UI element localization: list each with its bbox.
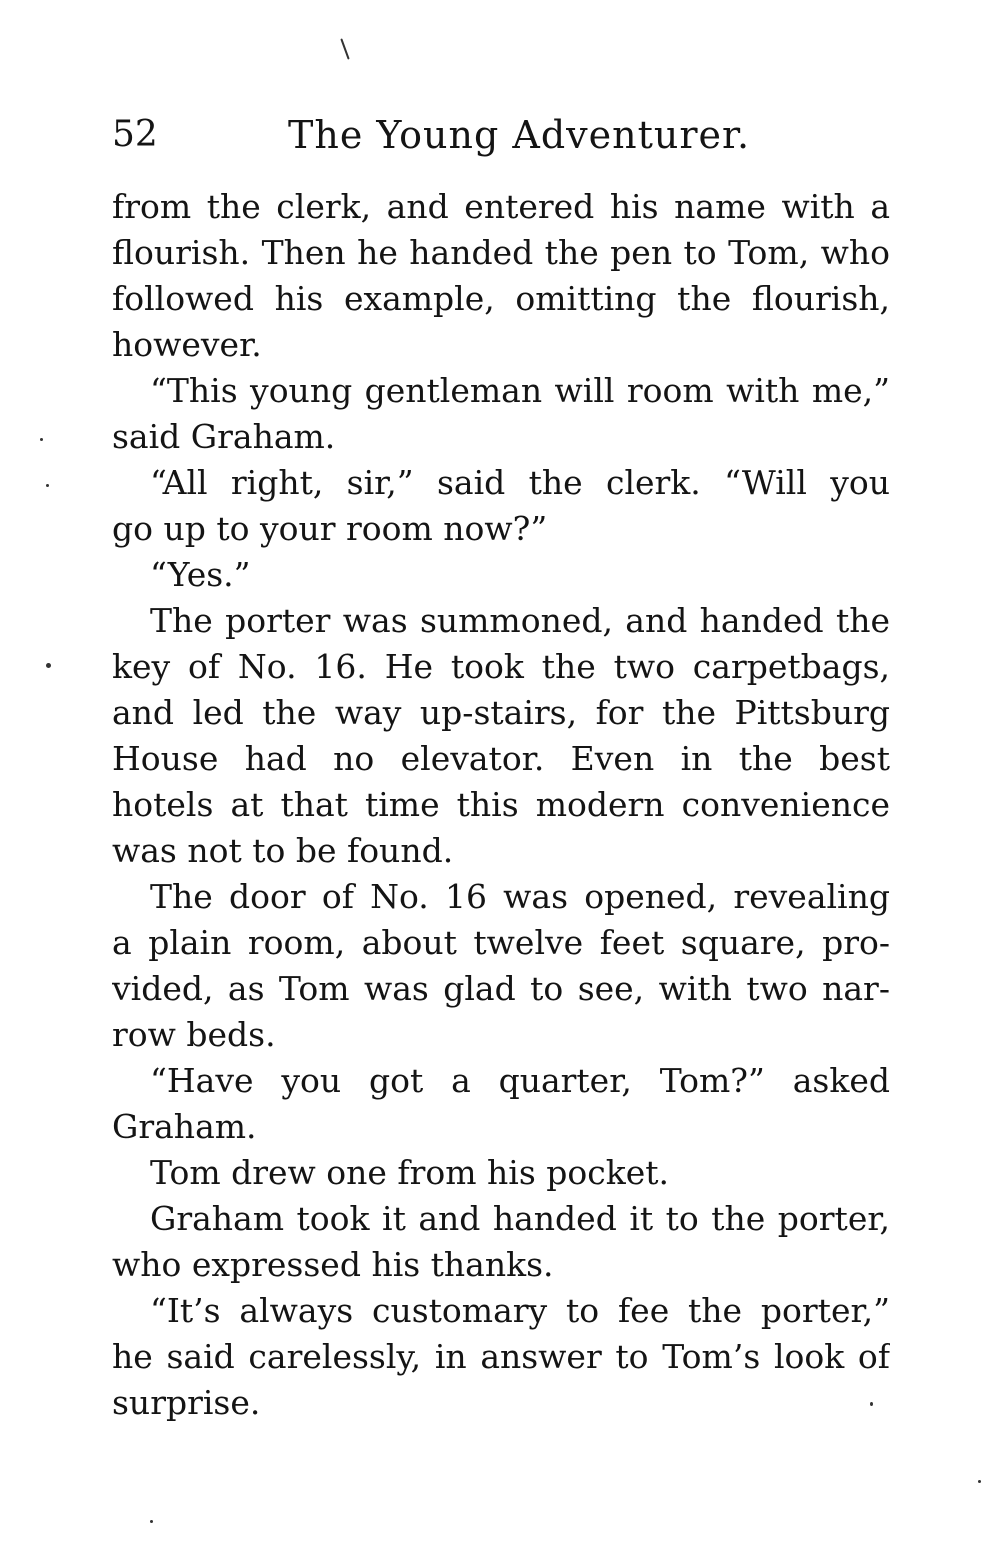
text-line: was not to be found. xyxy=(112,831,454,870)
text-line: “Have you got a quarter, Tom?” asked xyxy=(150,1061,890,1100)
text-line: House had no elevator. Even in the best xyxy=(112,739,890,778)
scan-speck xyxy=(46,663,51,668)
text-line: vided, as Tom was glad to see, with two nar- xyxy=(112,969,890,1008)
body-text xyxy=(112,184,890,1426)
scan-speck xyxy=(340,38,349,59)
running-title: The Young Adventurer. xyxy=(288,113,751,157)
text-line: however. xyxy=(112,325,262,364)
scan-speck xyxy=(978,1480,981,1483)
scan-speck xyxy=(150,1520,153,1523)
page-number: 52 xyxy=(112,114,158,155)
scan-speck xyxy=(46,484,49,487)
scan-speck xyxy=(40,438,43,441)
text-line: Tom drew one from his pocket. xyxy=(150,1153,670,1192)
text-line: followed his example, omitting the flourish, xyxy=(112,279,890,318)
text-line: “Yes.” xyxy=(150,555,251,594)
text-line: go up to your room now?” xyxy=(112,509,548,548)
text-line: who expressed his thanks. xyxy=(112,1245,554,1284)
text-line: key of No. 16. He took the two carpetbags, xyxy=(112,647,890,686)
text-line: “All right, sir,” said the clerk. “Will you xyxy=(150,463,890,502)
text-line: said Graham. xyxy=(112,417,336,456)
text-line: “It’s always customary to fee the porter,” xyxy=(150,1291,890,1330)
text-line: flourish. Then he handed the pen to Tom, who xyxy=(112,233,890,272)
text-line: “This young gentleman will room with me,” xyxy=(150,371,890,410)
text-line: from the clerk, and entered his name with a xyxy=(112,187,890,226)
text-line: The porter was summoned, and handed the xyxy=(150,601,890,640)
text-line: The door of No. 16 was opened, revealing xyxy=(150,877,890,916)
text-line: Graham. xyxy=(112,1107,257,1146)
text-line: hotels at that time this modern convenience xyxy=(112,785,890,824)
text-line: row beds. xyxy=(112,1015,276,1054)
scan-speck xyxy=(870,1402,873,1406)
text-line: a plain room, about twelve feet square, pro- xyxy=(112,923,890,962)
page-header xyxy=(112,110,892,160)
text-line: Graham took it and handed it to the porter, xyxy=(150,1199,890,1238)
text-line: he said carelessly, in answer to Tom’s look of xyxy=(112,1337,890,1376)
text-line: and led the way up-stairs, for the Pittsburg xyxy=(112,693,890,732)
text-line: surprise. xyxy=(112,1383,261,1422)
